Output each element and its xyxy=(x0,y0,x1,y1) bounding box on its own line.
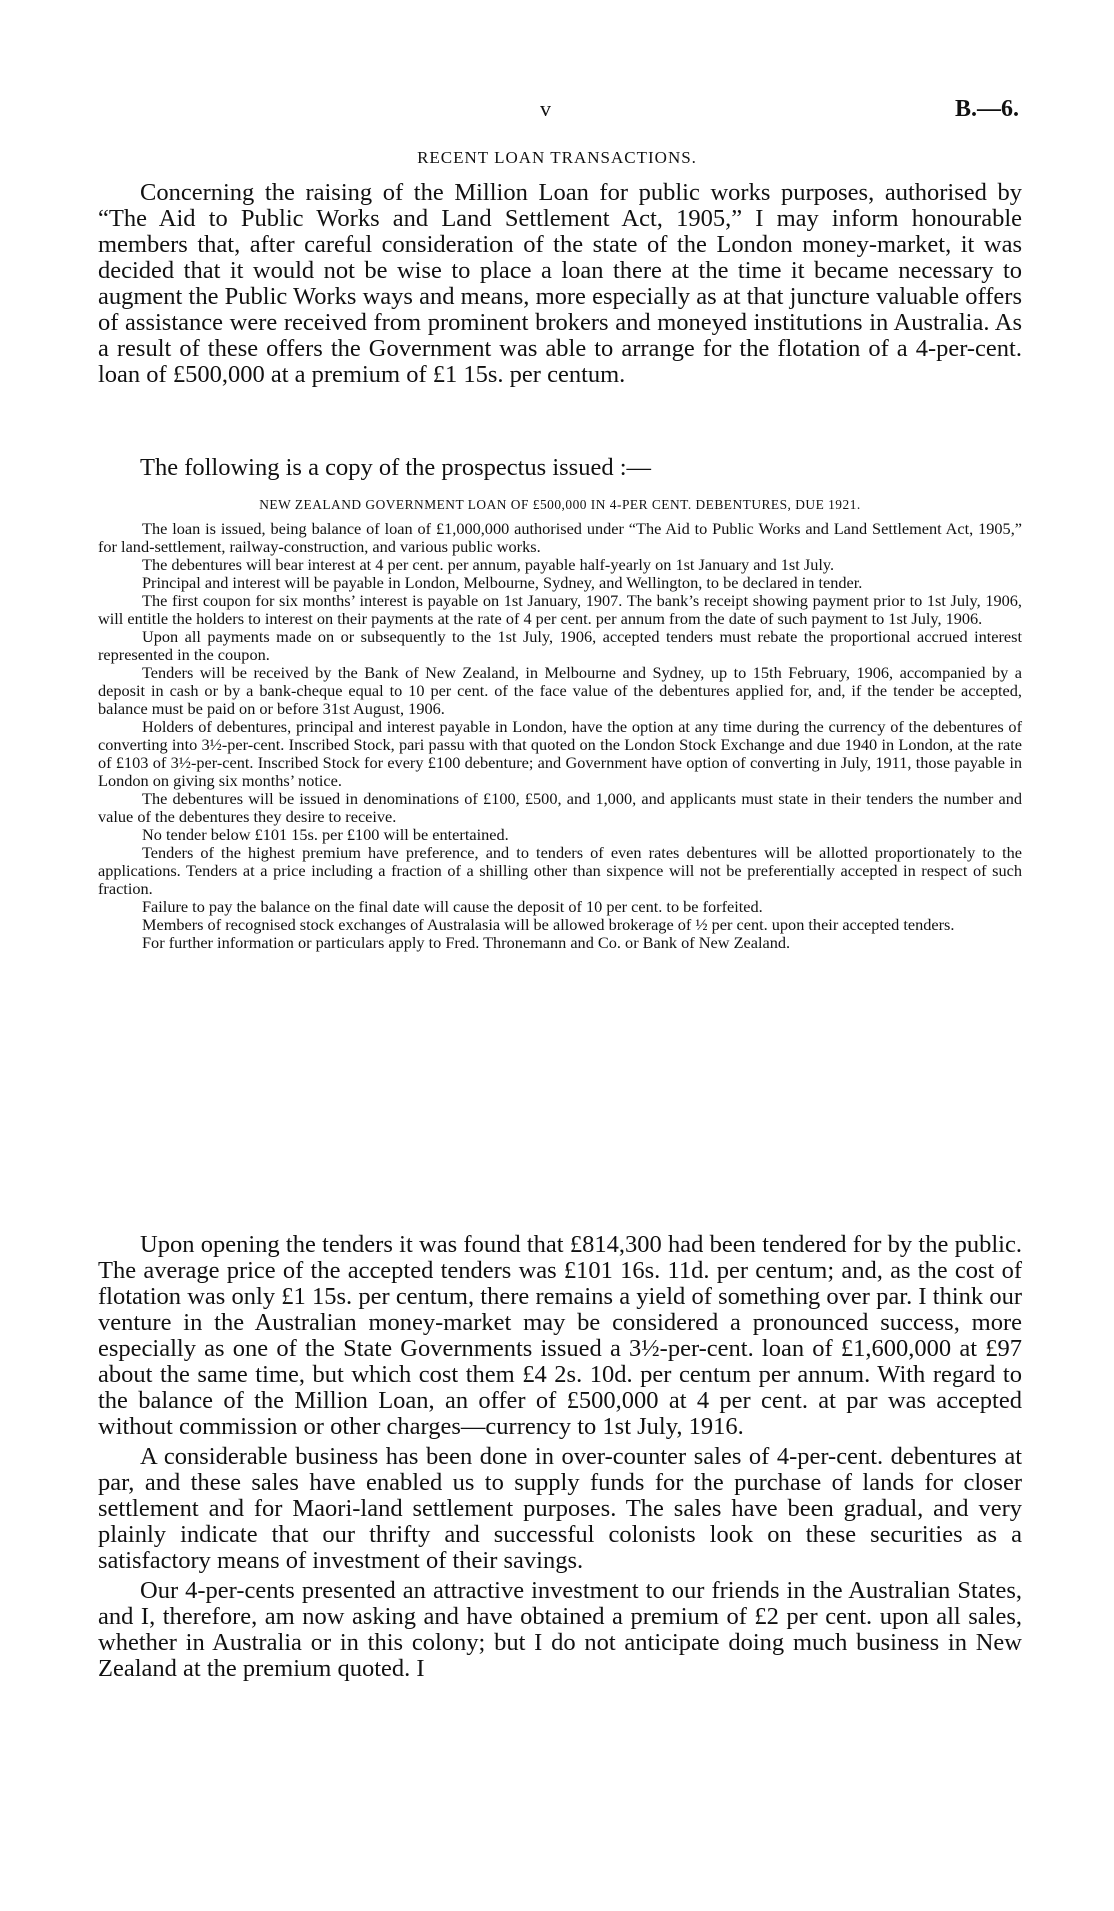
prospectus-paragraph: The debentures will be issued in denominations of £100, £500, and 1,000, and applicants must state in their tenders the number and value of the debentures they desire to receive. xyxy=(98,789,1022,826)
prospectus-paragraph: Tenders of the highest premium have preference, and to tenders of even rates debentures will be allotted proportionately to the applications. Tenders at a price including a fraction of a shilling other than sixpence will not be preferentially accepted in respect of such fraction. xyxy=(98,843,1022,898)
prospectus-paragraph: Failure to pay the balance on the final date will cause the deposit of 10 per cent. to be forfeited. xyxy=(142,897,763,916)
document-reference: B.—6. xyxy=(954,96,1019,122)
prospectus-paragraph: Holders of debentures, principal and interest payable in London, have the option at any time during the currency of the debentures of converting into 3½-per-cent. Inscribed Stock, pari passu with that quoted on the London Stock Exchange and due 1940 in London, at the rate of £103 of 3½-per-cent. Inscribed Stock for every £100 debenture; and Government have option of converting in July, 1911, those payable in London on giving six months’ notice. xyxy=(98,717,1022,790)
prospectus-paragraph: Tenders will be received by the Bank of New Zealand, in Melbourne and Sydney, up to 15th February, 1906, accompanied by a deposit in cash or by a bank-cheque equal to 10 per cent. of the face value of the debentures applied for, and, if the tender be accepted, balance must be paid on or before 31st August, 1906. xyxy=(98,663,1022,718)
section-heading: RECENT LOAN TRANSACTIONS. xyxy=(417,148,697,167)
prospectus-body xyxy=(98,520,1022,952)
prospectus-lead-in xyxy=(98,455,1022,481)
prospectus-paragraph: Principal and interest will be payable in London, Melbourne, Sydney, and Wellington, to be declared in tender. xyxy=(142,573,863,592)
prospectus-title: NEW ZEALAND GOVERNMENT LOAN OF £500,000 IN 4-PER CENT. DEBENTURES, DUE 1921. xyxy=(259,497,861,512)
prospectus-paragraph: The debentures will bear interest at 4 per cent. per annum, payable half-yearly on 1st January and 1st July. xyxy=(142,555,835,574)
closing-paragraph: Our 4-per-cents presented an attractive investment to our friends in the Australian States, and I, therefore, am now asking and have obtained a premium of £2 per cent. upon all sales, whether in Australia or in this colony; but I do not anticipate doing much business in New Zealand at the premium quoted. I xyxy=(98,1577,1022,1682)
intro-section xyxy=(98,180,1022,388)
prospectus-paragraph: Upon all payments made on or subsequently to the 1st July, 1906, accepted tenders must rebate the proportional accrued interest represented in the coupon. xyxy=(98,627,1022,664)
closing-paragraph: A considerable business has been done in over-counter sales of 4-per-cent. debentures at par, and these sales have enabled us to supply funds for the purchase of lands for closer settlement and for Maori-land settlement purposes. The sales have been gradual, and very plainly indicate that our thrifty and successful colonists look on these securities as a satisfactory means of investment of their savings. xyxy=(98,1443,1022,1574)
prospectus-paragraph: For further information or particulars apply to Fred. Thronemann and Co. or Bank of New Zealand. xyxy=(142,933,791,952)
closing-paragraph: Upon opening the tenders it was found that £814,300 had been tendered for by the public. The average price of the accepted tenders was £101 16s. 11d. per centum; and, as the cost of flotation was only £1 15s. per centum, there remains a yield of something over par. I think our venture in the Australian money-market may be considered a pronounced success, more especially as one of the State Governments issued a 3½-per-cent. loan of £1,600,000 at £97 about the same time, but which cost them £4 2s. 10d. per centum per annum. With regard to the balance of the Million Loan, an offer of £500,000 at 4 per cent. at par was accepted without commission or other charges—currency to 1st July, 1916. xyxy=(98,1231,1022,1440)
intro-paragraph: The following is a copy of the prospectus issued :— xyxy=(140,454,652,481)
prospectus-paragraph: Members of recognised stock exchanges of Australasia will be allowed brokerage of ½ per cent. upon their accepted tenders. xyxy=(142,915,955,934)
intro-paragraph: Concerning the raising of the Million Loan for public works purposes, authorised by “The Aid to Public Works and Land Settlement Act, 1905,” I may inform honourable members that, after careful consideration of the state of the London money-market, it was decided that it would not be wise to place a loan there at the time it became necessary to augment the Public Works ways and means, more especially as at that juncture valuable offers of assistance were received from prominent brokers and moneyed institutions in Australia. As a result of these offers the Government was able to arrange for the flotation of a 4-per-cent. loan of £500,000 at a premium of £1 15s. per centum. xyxy=(98,179,1022,388)
prospectus-paragraph: The loan is issued, being balance of loan of £1,000,000 authorised under “The Aid to Public Works and Land Settlement Act, 1905,” for land-settlement, railway-construction, and various public works. xyxy=(98,519,1022,556)
prospectus-paragraph: No tender below £101 15s. per £100 will be entertained. xyxy=(142,825,509,844)
prospectus-paragraph: The first coupon for six months’ interest is payable on 1st January, 1907. The bank’s receipt showing payment prior to 1st July, 1906, will entitle the holders to interest on their payments at the rate of 4 per cent. per annum from the date of such payment to 1st July, 1906. xyxy=(98,591,1022,628)
closing-section xyxy=(98,1232,1022,1682)
page-number: v xyxy=(540,96,551,121)
